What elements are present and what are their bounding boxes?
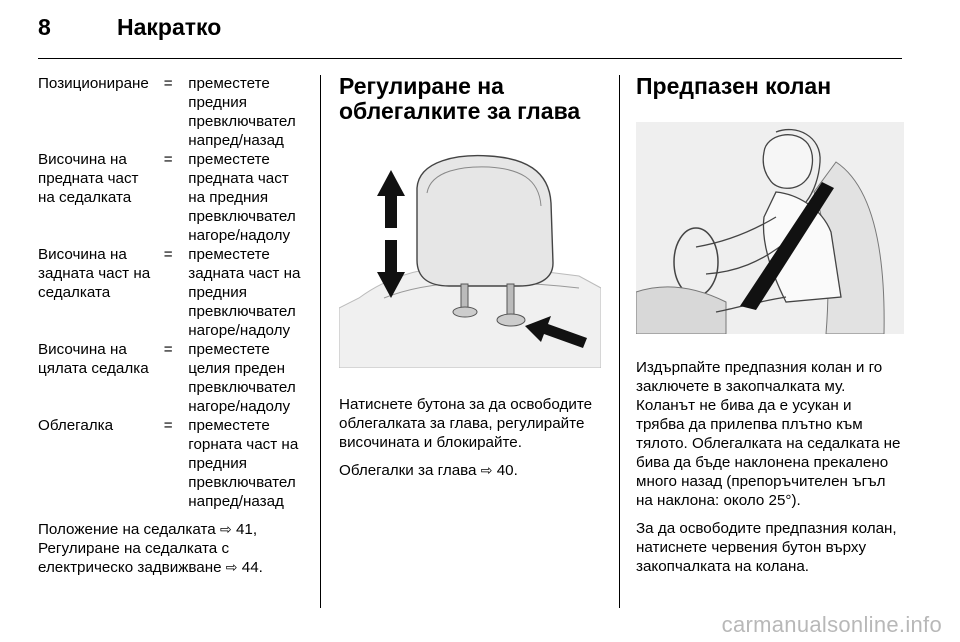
seat-belt-illustration <box>636 122 904 334</box>
head-restraint-ref[interactable]: Облегалки за глава ⇨ 40. <box>339 462 518 479</box>
column-seat-belt <box>636 74 904 576</box>
seat-control-term: Височина на задната част на седалката <box>38 246 151 301</box>
seat-control-row <box>38 340 306 416</box>
seat-control-action: преместете предния превключвател напред/назад <box>188 75 296 149</box>
column-seat-controls <box>38 74 306 577</box>
page-number: 8 <box>38 14 51 40</box>
seat-control-action: преместете горната част на предния превключвател напред/назад <box>188 417 299 510</box>
seat-control-term: Позициониране <box>38 75 149 92</box>
equals-sign: = <box>163 341 173 358</box>
page-title: Накратко <box>117 14 222 40</box>
seat-control-row <box>38 150 306 245</box>
seat-control-term: Облегалка <box>38 417 114 434</box>
equals-sign: = <box>163 75 173 92</box>
header-rule <box>38 58 902 59</box>
page-ref-arrow-icon: ⇨ <box>225 559 238 575</box>
equals-sign: = <box>163 417 173 434</box>
seat-control-term: Височина на цялата седалка <box>38 341 149 377</box>
watermark: carmanualsonline.info <box>721 612 942 637</box>
head-restraint-illustration <box>339 148 601 368</box>
equals-sign: = <box>163 246 173 263</box>
page-ref-arrow-icon: ⇨ <box>219 521 232 537</box>
column-divider-2 <box>619 75 620 608</box>
section-heading-seat-belt: Предпазен колан <box>636 73 832 99</box>
seat-control-term: Височина на предната част на седалката <box>38 151 139 206</box>
seat-belt-release-instructions: За да освободите предпазния колан, натиснете червения бутон върху закопчалката на колана. <box>636 520 897 575</box>
head-restraint-instructions: Натиснете бутона за да освободите облегалката за глава, регулирайте височината и блокирайте. <box>339 396 593 451</box>
column-divider-1 <box>320 75 321 608</box>
seat-position-ref[interactable]: Положение на седалката ⇨ 41, Регулиране на седалката с електрическо задвижване ⇨ 44. <box>38 521 263 576</box>
page-ref-arrow-icon: ⇨ <box>480 462 493 478</box>
seat-control-row <box>38 245 306 340</box>
seat-control-row <box>38 74 306 150</box>
seat-control-action: преместете целия преден превключвател нагоре/надолу <box>188 341 296 415</box>
section-heading-head-restraints: Регулиране на облегалките за глава <box>339 73 581 124</box>
seat-control-action: преместете задната част на предния превключвател нагоре/надолу <box>188 246 301 339</box>
equals-sign: = <box>163 151 173 168</box>
seat-control-list <box>38 74 306 511</box>
seat-control-action: преместете предната част на предния превключвател нагоре/надолу <box>188 151 296 244</box>
column-head-restraints <box>339 74 607 480</box>
seat-control-row <box>38 416 306 511</box>
seat-belt-instructions: Издърпайте предпазния колан и го заключете в закопчалката му. Коланът не бива да е усукан и трябва да прилепва плътно към тялото. Облегалката на седалката не бива да бъде наклонена прекалено много назад (препоръчителен ъгъл на наклона: около 25°). <box>636 359 901 509</box>
